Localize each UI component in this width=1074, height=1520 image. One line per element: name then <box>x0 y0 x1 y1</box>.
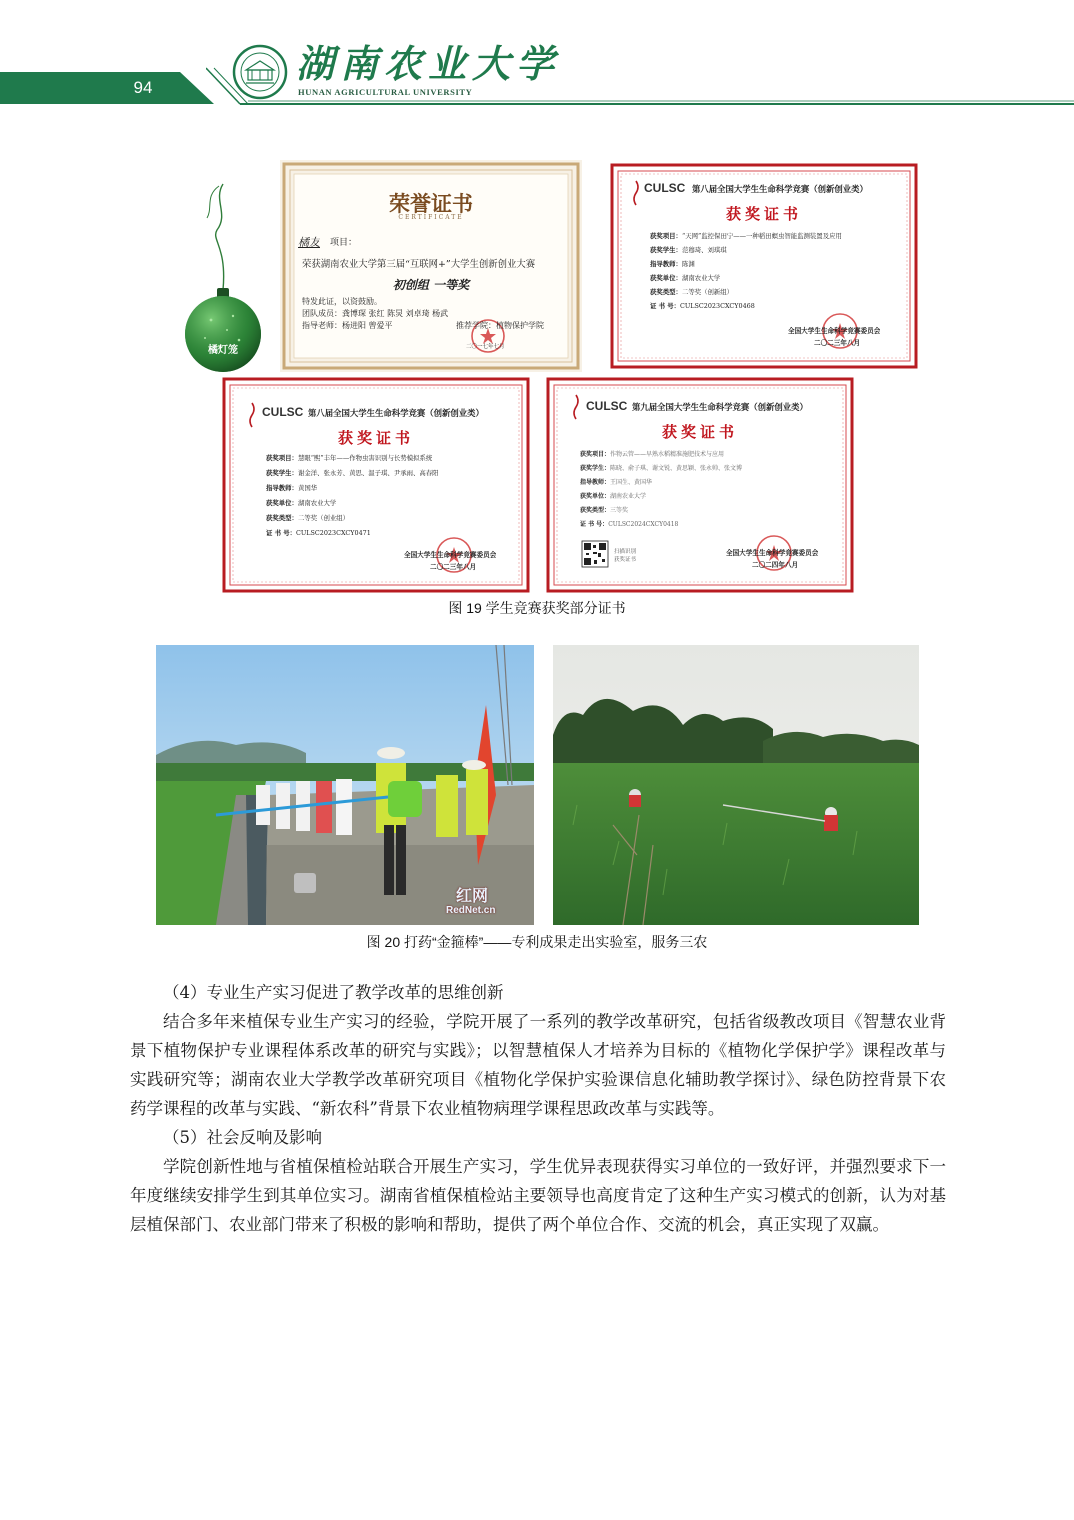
cert3-rows <box>266 453 516 543</box>
cert4-row: 获奖单位：湖南农业大学 <box>580 493 647 500</box>
certificate-honor <box>280 160 582 372</box>
cert1-members: 团队成员：龚博琛 张红 陈炅 刘卓琦 杨武 <box>302 309 449 318</box>
cert1-issuer: 推荐学院：植物保护学院 <box>456 321 544 330</box>
cert4-date: 二〇二四年八月 <box>752 561 799 569</box>
certificate-culsc-8-a <box>610 163 918 369</box>
certificate-culsc-9 <box>546 377 854 593</box>
photo-rice-field-spraying <box>553 645 919 925</box>
cert4-issuer: 全国大学生生命科学竞赛委员会 <box>726 549 819 557</box>
cert1-name: 橘友 <box>298 236 320 249</box>
cert1-line2: 特发此证，以资鼓励。 <box>302 297 382 306</box>
cert3-title: 获奖证书 <box>337 429 414 447</box>
figure20-caption: 图 20 打药“金箍棒”——专利成果走出实验室，服务三农 <box>366 934 708 950</box>
section4-heading: （4）专业生产实习促进了教学改革的思维创新 <box>163 983 504 1002</box>
cert4-qr-note: 扫描识别 获奖证书 <box>614 549 637 563</box>
cert3-row: 获奖学生：谢金洋、张永芳、黄思、温子琪、尹承雨、高春阳 <box>266 469 439 477</box>
cert3-row: 指导教师：黄国华 <box>266 484 318 492</box>
certificate-culsc-8-b <box>222 377 530 593</box>
cert1-award: 初创组 一等奖 <box>392 278 470 292</box>
cert3-row: 获奖项目：慧眼“熙”丰年——作物虫害识别与长势模拟系统 <box>266 454 433 462</box>
cert4-rows <box>580 449 830 533</box>
cert3-row: 证 书 号：CULSC2023CXCY0471 <box>266 529 371 537</box>
cert3-header: 第八届全国大学生生命科学竞赛（创新创业类） <box>308 408 484 418</box>
section5-paragraph: 学院创新性地与省植保植检站联合开展生产实习，学生优异表现获得实习单位的一致好评，并强烈要求下一年度继续安排学生到其单位实习。湖南省植保植检站主要领导也高度肯定了这种生产实习模式的创新，认为对基层植保部门、农业部门带来了积极的影响和帮助，提供了两个单位合作、交流的机会，真正实现了双赢。 <box>130 1157 946 1234</box>
cert4-row: 获奖类型：三等奖 <box>580 507 629 514</box>
cert3-logo: CULSC <box>262 405 304 419</box>
cert4-row: 指导教师：王国生、黄国华 <box>580 479 653 486</box>
cert4-logo: CULSC <box>586 399 628 413</box>
page-number: 94 <box>133 78 153 97</box>
cert2-date: 二〇二三年八月 <box>814 339 861 347</box>
cert3-issuer: 全国大学生生命科学竞赛委员会 <box>404 551 497 559</box>
section5-heading: （5）社会反响及影响 <box>163 1128 322 1147</box>
page-number-band <box>0 72 214 104</box>
figure19-caption: 图 19 学生竞赛获奖部分证书 <box>448 600 626 616</box>
cert2-title: 获奖证书 <box>725 205 802 223</box>
cert1-title: 荣誉证书 <box>389 191 473 216</box>
lantern-label: 橘灯笼 <box>208 345 238 356</box>
cert2-row: 获奖项目：“天网”监控保田宁——一种稻田螟虫智能监测装置及应用 <box>650 232 842 240</box>
cert4-title: 获奖证书 <box>661 423 738 441</box>
cert2-row: 证 书 号：CULSC2023CXCY0468 <box>650 302 755 310</box>
cert4-row: 证 书 号：CULSC2024CXCY0418 <box>580 521 679 528</box>
watermark-cn: 红网 <box>456 886 489 905</box>
cert3-row: 获奖单位：湖南农业大学 <box>266 499 337 507</box>
cert3-row: 获奖类型：二等奖（创业组） <box>266 514 350 522</box>
cert2-row: 获奖类型：二等奖（创新组） <box>650 288 734 296</box>
cert1-advisor: 指导老师：杨进阳 曾爱平 <box>302 321 393 330</box>
university-name-cn: 湖南农业大学 <box>296 41 561 86</box>
cert4-row: 获奖学生：陈晓、俞子琪、谢文锐、黄思颖、张永帅、张文博 <box>580 465 743 472</box>
cert2-row: 获奖学生：范穆琦、刘琪琪 <box>650 246 727 254</box>
photo-field-spraying-group <box>156 645 534 925</box>
university-seal-icon <box>232 44 288 100</box>
cert1-line1: 荣获湖南农业大学第三届“互联网+”大学生创新创业大赛 <box>302 259 536 270</box>
cert3-date: 二〇二三年八月 <box>430 563 477 571</box>
cert2-rows <box>650 231 900 315</box>
cert2-issuer: 全国大学生生命科学竞赛委员会 <box>788 327 881 335</box>
cert1-subtitle: CERTIFICATE <box>398 214 464 221</box>
cert2-logo: CULSC <box>644 181 686 195</box>
cert1-name-suffix: 项目： <box>330 238 358 248</box>
cert4-header: 第九届全国大学生生命科学竞赛（创新创业类） <box>632 402 808 412</box>
section4-paragraph: 结合多年来植保专业生产实习的经验，学院开展了一系列的教学改革研究，包括省级教改项目《智慧农业背景下植物保护专业课程体系改革的研究与实践》；以智慧植保人才培养为目标的《植物化学保护学》课程改革与实践研究等；湖南农业大学教学改革研究项目《植物化学保护实验课信息化辅助教学探讨》、绿色防控背景下农药学课程的改革与实践、“新农科”背景下农业植物病理学课程思政改革与实践等。 <box>130 1012 946 1118</box>
cert2-row: 获奖单位：湖南农业大学 <box>650 274 721 282</box>
cert4-row: 获奖项目：作物云管——早熟水稻精准施肥技术与应用 <box>580 451 725 458</box>
watermark-en: RedNet.cn <box>446 905 496 916</box>
cert2-row: 指导教师：陈渊 <box>650 260 695 268</box>
body-text <box>130 978 946 1239</box>
cert1-date: 二〇一七年七月 <box>466 344 505 350</box>
cert2-header: 第八届全国大学生生命科学竞赛（创新创业类） <box>692 184 868 194</box>
university-name-en: HUNAN AGRICULTURAL UNIVERSITY <box>298 87 473 97</box>
